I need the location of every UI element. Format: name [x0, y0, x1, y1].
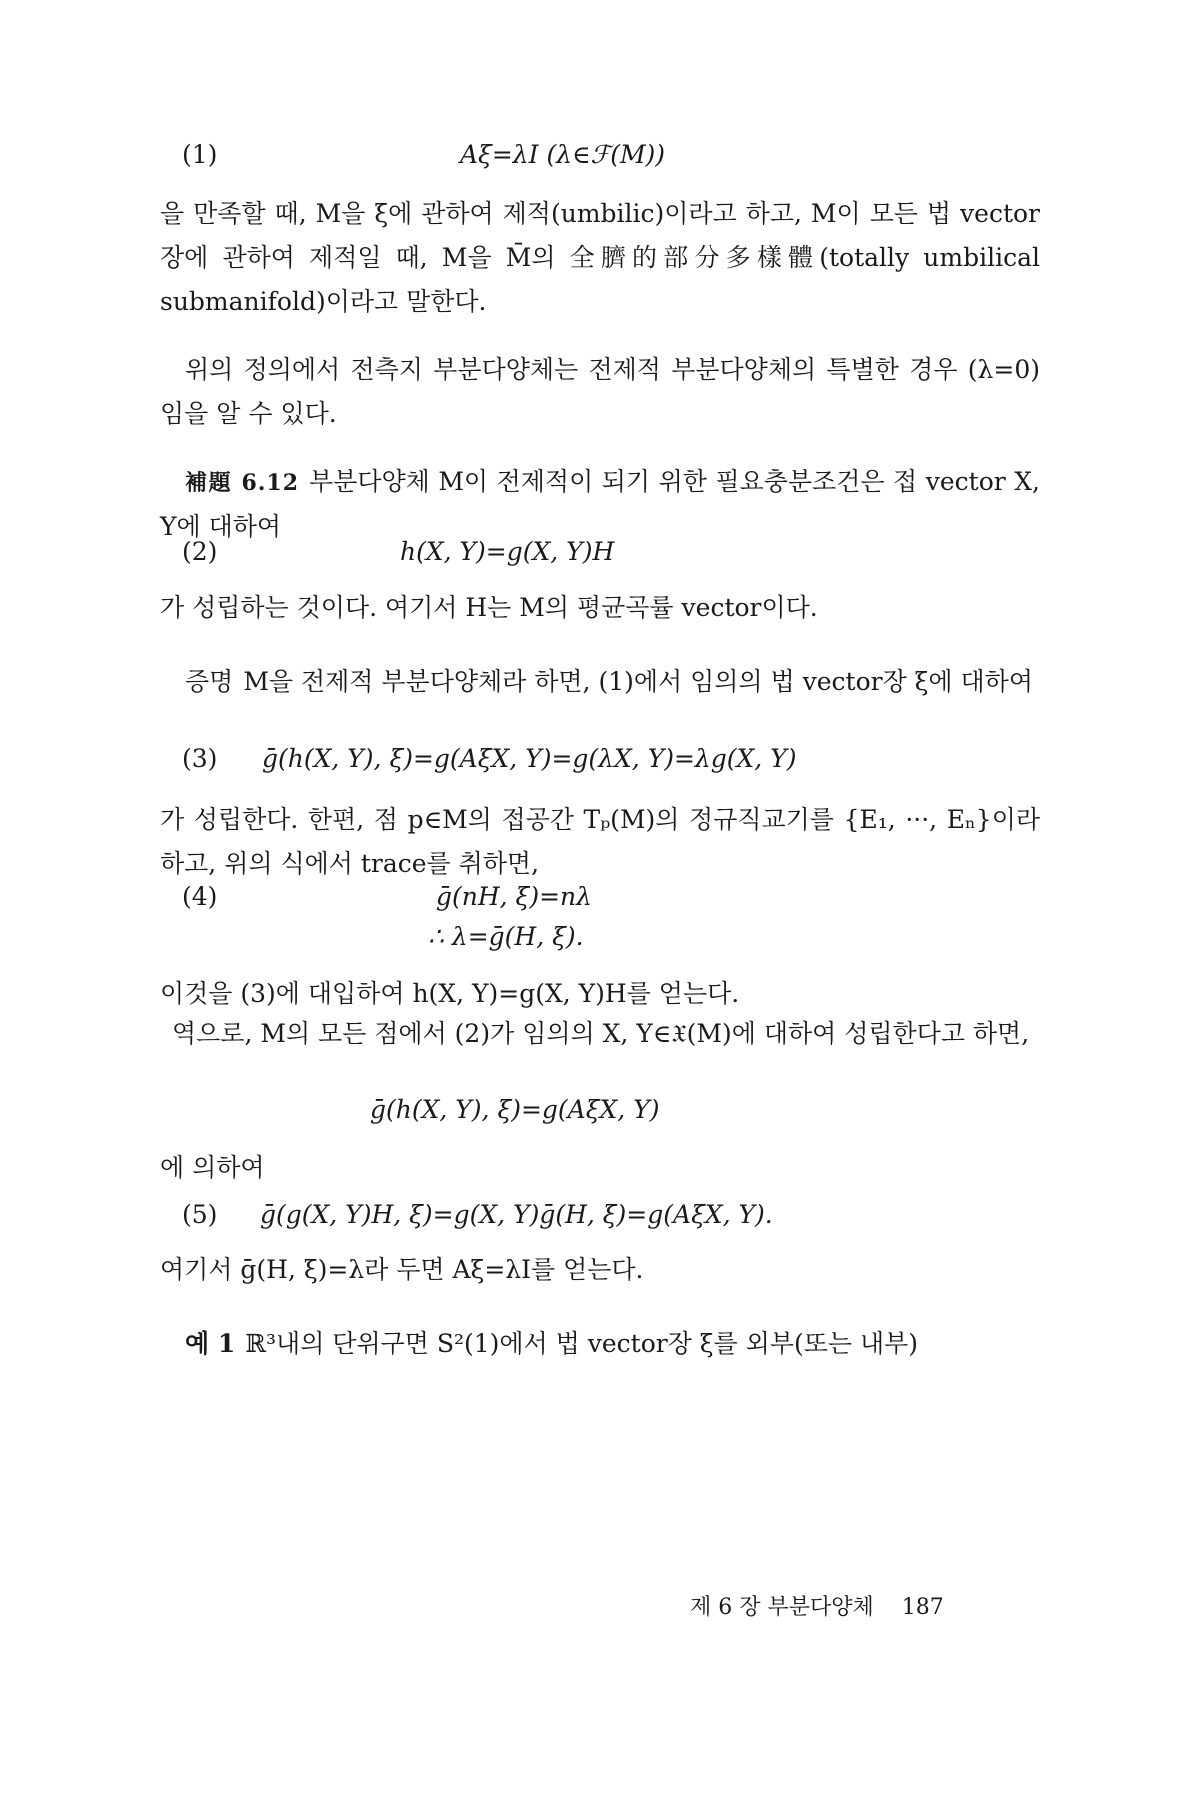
equation-body: ḡ(h(X, Y), ξ)=g(AξX, Y)=g(λX, Y)=λg(X, Y): [262, 744, 797, 773]
converse-paragraph: 역으로, M의 모든 점에서 (2)가 임의의 X, Y∈𝔛(M)에 대하여 성립한다고 하면,: [172, 1019, 1030, 1048]
lemma-paragraph: [160, 460, 1040, 549]
equation-1: [160, 140, 1040, 184]
equation-body: ḡ(h(X, Y), ξ)=g(AξX, Y): [370, 1095, 660, 1124]
equation-body: Aξ=λI (λ∈ℱ(M)): [460, 140, 666, 169]
proof-text: M을 전제적 부분다양체라 하면, (1)에서 임의의 법 vector장 ξ에 대하여: [243, 667, 1033, 696]
page-number: 187: [901, 1595, 944, 1620]
equation-number: (3): [182, 744, 218, 773]
remark-paragraph: 위의 정의에서 전측지 부분다양체는 전제적 부분다양체의 특별한 경우 (λ=0)임을 알 수 있다.: [160, 355, 1040, 428]
mean-curvature-paragraph: 가 성립하는 것이다. 여기서 H는 M의 평균곡률 vector이다.: [160, 593, 818, 622]
trace-paragraph: 가 성립한다. 한편, 점 p∈M의 접공간 Tₚ(M)의 정규직교기를 {E₁, ···, Eₙ}이라 하고, 위의 식에서 trace를 취하면,: [160, 805, 1040, 878]
lemma-label: 補題 6.12: [185, 470, 300, 496]
example-label: 예 1: [185, 1329, 236, 1358]
equation-4-therefore: [160, 922, 1040, 966]
substitution-paragraph: 이것을 (3)에 대입하여 h(X, Y)=g(X, Y)H를 얻는다.: [160, 979, 740, 1008]
equation-unnumbered: [160, 1095, 1040, 1139]
equation-body: h(X, Y)=g(X, Y)H: [400, 537, 615, 566]
conclusion-paragraph: 여기서 ḡ(H, ξ)=λ라 두면 Aξ=λI를 얻는다.: [160, 1255, 644, 1284]
equation-body: ḡ(g(X, Y)H, ξ)=g(X, Y)ḡ(H, ξ)=g(AξX, Y).: [260, 1200, 773, 1229]
umbilic-definition-paragraph: 을 만족할 때, M을 ξ에 관하여 제적(umbilic)이라고 하고, M이 모든 법 vector장에 관하여 제적일 때, M을 M̄의 全臍的部分多樣體(totally umbilical submanifold)이라고 말한다.: [160, 199, 1040, 316]
lemma-text: 부분다양체 M이 전제적이 되기 위한 필요충분조건은 접 vector X, Y에 대하여: [160, 467, 1040, 541]
equation-number: (1): [182, 140, 218, 169]
equation-2: [160, 537, 1040, 581]
proof-paragraph: [160, 660, 1040, 704]
equation-3: [160, 744, 1040, 788]
by-this-paragraph: 에 의하여: [160, 1153, 265, 1182]
equation-number: (5): [182, 1200, 218, 1229]
proof-label: 증명: [185, 667, 234, 696]
equation-4: [160, 882, 1040, 926]
example-paragraph: [160, 1322, 1040, 1366]
chapter-title: 제 6 장 부분다양체: [690, 1595, 874, 1620]
equation-number: (4): [182, 882, 218, 911]
equation-body: ∴ λ=ḡ(H, ξ).: [428, 922, 584, 951]
equation-body: ḡ(nH, ξ)=nλ: [436, 882, 592, 911]
example-text: ℝ³내의 단위구면 S²(1)에서 법 vector장 ξ를 외부(또는 내부): [245, 1329, 919, 1358]
equation-number: (2): [182, 537, 218, 566]
equation-5: [160, 1200, 1040, 1244]
page-footer: [690, 1590, 944, 1621]
